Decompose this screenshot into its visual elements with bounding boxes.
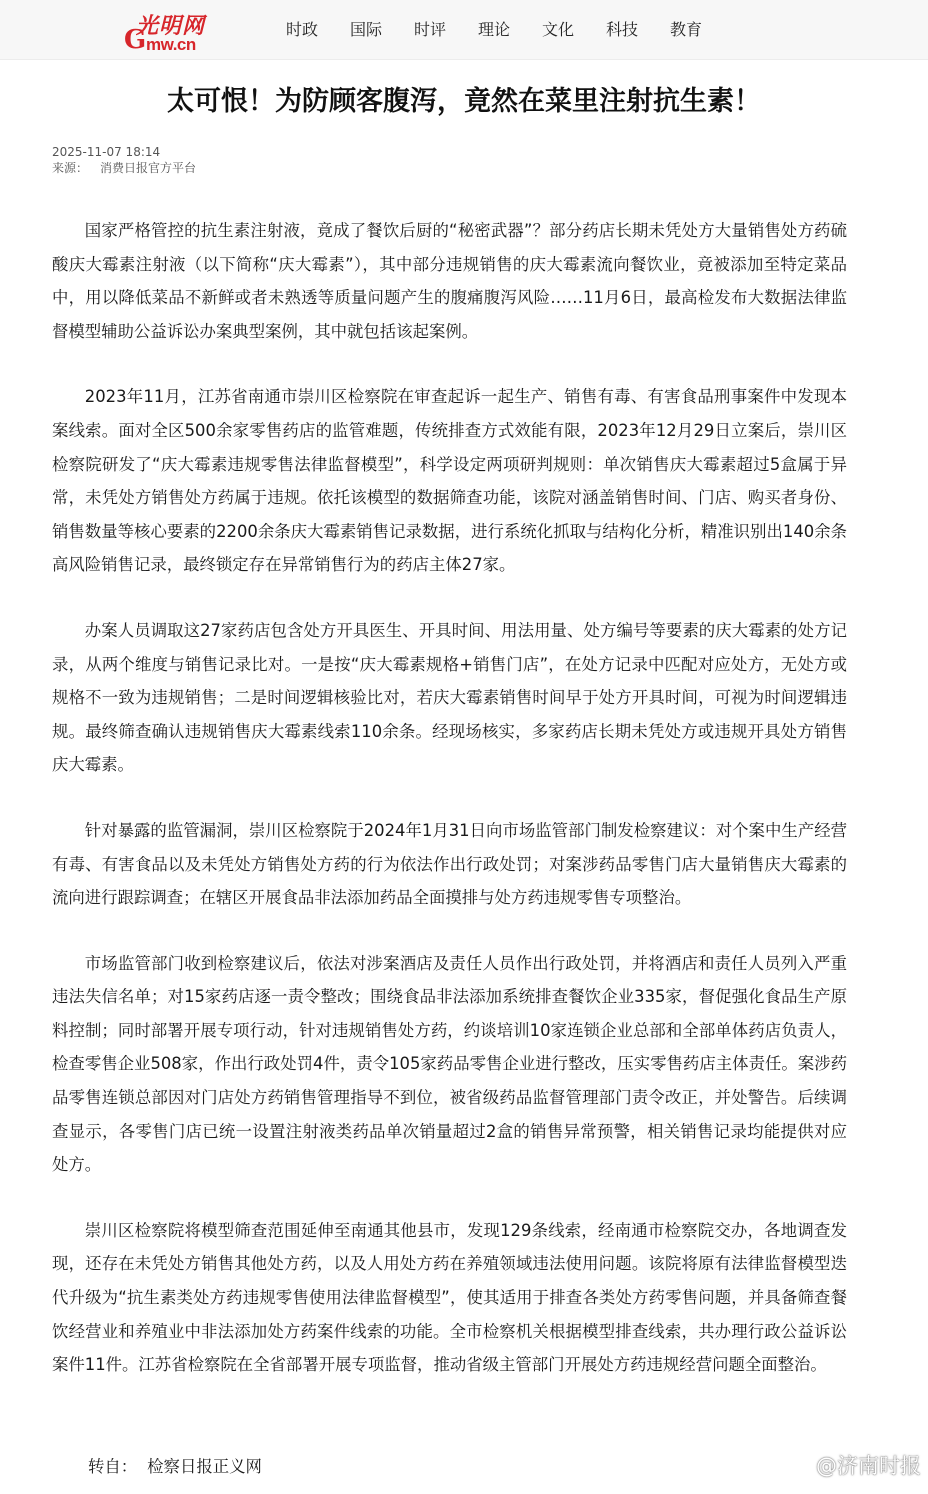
article-paragraph: 办案人员调取这27家药店包含处方开具医生、开具时间、用法用量、处方编号等要素的庆大霉素的处方记录，从两个维度与销售记录比对。一是按“庆大霉素规格+销售门店”，在处方记录中匹配对应处方，无处方或规格不一致为违规销售；二是时间逻辑核验比对，若庆大霉素销售时间早于处方开具时间，可视为时间逻辑违规。最终筛查确认违规销售庆大霉素线索110余条。经现场核实，多家药店长期未凭处方或违规开具处方销售庆大霉素。 (52, 620, 847, 775)
source-label: 来源： (52, 161, 89, 175)
logo-g-letter: G (124, 25, 147, 55)
article-paragraph: 崇川区检察院将模型筛查范围延伸至南通其他县市，发现129条线索，经南通市检察院交办，各地调查发现，还存在未凭处方销售其他处方药，以及人用处方药在养殖领域违法使用问题。该院将原有法律监督模型迭代升级为“抗生素类处方药违规零售使用法律监督模型”，使其适用于排查各类处方药零售问题，并具备筛查餐饮经营业和养殖业中非法添加处方药案件线索的功能。全市检察机关根据模型排查线索，共办理行政公益诉讼案件11件。江苏省检察院在全省部署开展专项监督，推动省级主管部门开展处方药违规经营问题全面整治。 (52, 1220, 847, 1375)
site-header (0, 0, 928, 60)
article-body (52, 214, 847, 1382)
article-source-line (52, 160, 196, 176)
weibo-icon (782, 1452, 812, 1478)
article-meta (52, 144, 196, 176)
logo-domain: mw.cn (146, 35, 196, 54)
article-title: 太可恨！为防顾客腹泻，竟然在菜里注射抗生素！ (167, 86, 761, 117)
article-paragraph: 国家严格管控的抗生素注射液，竟成了餐饮后厨的“秘密武器”？部分药店长期未凭处方大量销售处方药硫酸庆大霉素注射液（以下简称“庆大霉素”），其中部分违规销售的庆大霉素流向餐饮业，竟被添加至特定菜品中，用以降低菜品不新鲜或者未熟透等质量问题产生的腹痛腹泻风险……11月6日，最高检发布大数据法律监督模型辅助公益诉讼办案典型案例，其中就包括该起案例。 (52, 221, 847, 341)
repost-line (88, 1450, 262, 1483)
nav-item-theory[interactable]: 理论 (477, 20, 510, 39)
repost-label: 转自： (88, 1457, 138, 1476)
nav-item-commentary[interactable]: 时评 (413, 20, 446, 39)
site-logo[interactable] (124, 9, 228, 53)
article-paragraph: 针对暴露的监管漏洞，崇川区检察院于2024年1月31日向市场监管部门制发检察建议：对个案中生产经营有毒、有害食品以及未凭处方销售处方药的行为依法作出行政处罚；对案涉药品零售门店大量销售庆大霉素的流向进行跟踪调查；在辖区开展食品非法添加药品全面摸排与处方药违规零售专项整治。 (52, 820, 847, 908)
main-nav (270, 18, 718, 42)
nav-item-international[interactable]: 国际 (349, 20, 382, 39)
publish-datetime: 2025-11-07 18:14 (52, 145, 161, 159)
logo-chinese: 光明网 (136, 13, 206, 39)
nav-item-technology[interactable]: 科技 (605, 20, 638, 39)
article-paragraph: 2023年11月，江苏省南通市崇川区检察院在审查起诉一起生产、销售有毒、有害食品刑事案件中发现本案线索。面对全区500余家零售药店的监管难题，传统排查方式效能有限，2023年12月29日立案后，崇川区检察院研发了“庆大霉素违规零售法律监督模型”，科学设定两项研判规则：单次销售庆大霉素超过5盒属于异常，未凭处方销售处方药属于违规。依托该模型的数据筛查功能，该院对涵盖销售时间、门店、购买者身份、销售数量等核心要素的2200余条庆大霉素销售记录数据，进行系统化抓取与结构化分析，精准识别出140余条高风险销售记录，最终锁定存在异常销售行为的药店主体27家。 (52, 387, 847, 575)
source-name: 消费日报官方平台 (100, 161, 197, 175)
nav-item-politics[interactable]: 时政 (285, 20, 318, 39)
watermark (782, 1450, 921, 1480)
repost-source: 检察日报正义网 (147, 1457, 262, 1476)
nav-item-education[interactable]: 教育 (669, 20, 702, 39)
article-paragraph: 市场监管部门收到检察建议后，依法对涉案酒店及责任人员作出行政处罚，并将酒店和责任人员列入严重违法失信名单；对15家药店逐一责令整改；围绕食品非法添加系统排查餐饮企业335家，督促强化食品生产原料控制；同时部署开展专项行动，针对违规销售处方药，约谈培训10家连锁企业总部和全部单体药店负责人，检查零售企业508家，作出行政处罚4件，责令105家药品零售企业进行整改，压实零售药店主体责任。案涉药品零售连锁总部因对门店处方药销售管理指导不到位，被省级药品监督管理部门责令改正，并处警告。后续调查显示，各零售门店已统一设置注射液类药品单次销量超过2盒的销售异常预警，相关销售记录均能提供对应处方。 (52, 953, 847, 1175)
watermark-text: @济南时报 (816, 1454, 921, 1478)
nav-item-culture[interactable]: 文化 (541, 20, 574, 39)
